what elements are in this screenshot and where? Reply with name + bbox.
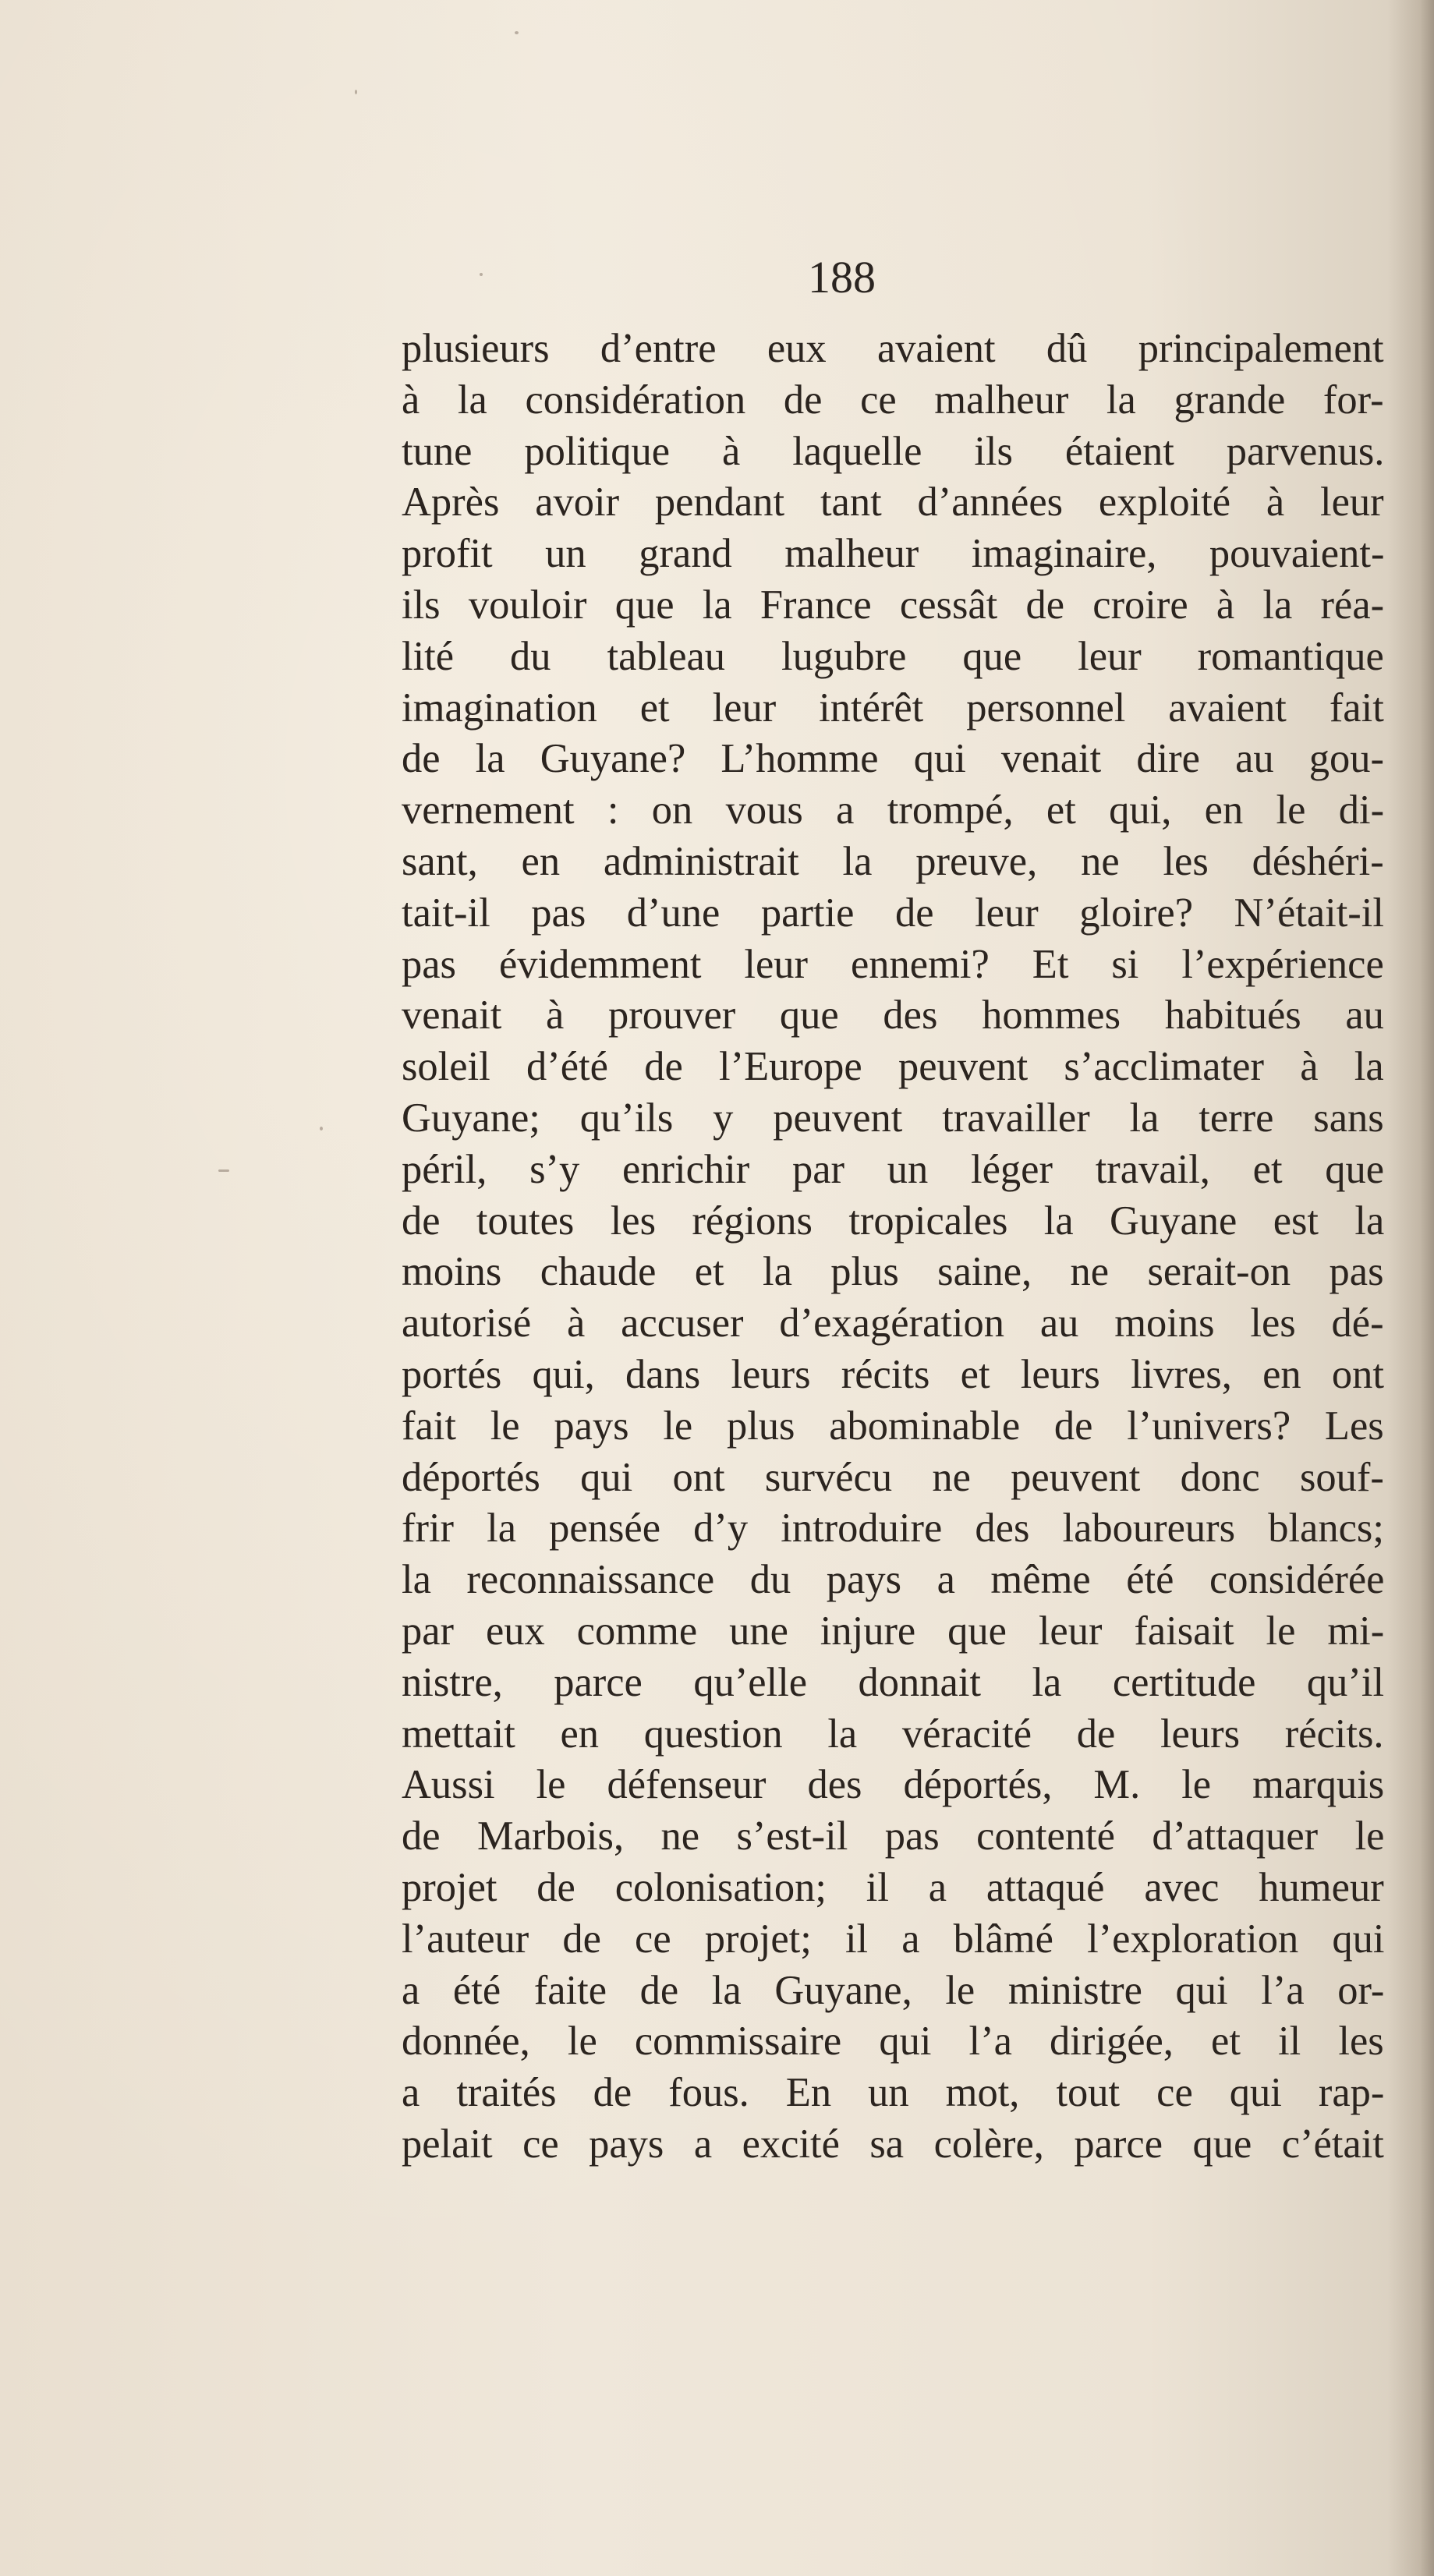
page-edge-shadow	[1387, 0, 1434, 2576]
page-number: 188	[808, 252, 876, 303]
paper-speck	[355, 90, 357, 94]
text-line: déportés qui ont survécu ne peuvent donc souf-	[402, 1454, 1384, 1500]
text-line: par eux comme une injure que leur faisait le mi-	[402, 1608, 1385, 1654]
text-line: soleil d’été de l’Europe peuvent s’acclimater à la	[402, 1044, 1384, 1090]
text-line: portés qui, dans leurs récits et leurs livres, en ont	[402, 1351, 1384, 1397]
text-line: de Marbois, ne s’est-il pas contenté d’attaquer le	[402, 1813, 1385, 1859]
text-line: à la considération de ce malheur la grande for-	[402, 377, 1384, 423]
text-line: moins chaude et la plus saine, ne serait-on pas	[402, 1249, 1384, 1295]
text-line: lité du tableau lugubre que leur romantique	[402, 633, 1384, 679]
text-line: de toutes les régions tropicales la Guyane est la	[402, 1198, 1385, 1244]
text-line: tune politique à laquelle ils étaient parvenus.	[402, 428, 1385, 474]
text-line: a été faite de la Guyane, le ministre qui l’a or-	[402, 1967, 1385, 2013]
text-line: frir la pensée d’y introduire des laboureurs blancs;	[402, 1506, 1384, 1552]
paper-speck	[515, 31, 519, 34]
body-text	[402, 324, 1384, 2171]
text-line: Guyane; qu’ils y peuvent travailler la terre sans	[402, 1095, 1384, 1141]
text-line: mettait en question la véracité de leurs récits.	[402, 1711, 1384, 1757]
text-line: imagination et leur intérêt personnel avaient fait	[402, 685, 1384, 731]
text-line: autorisé à accuser d’exagération au moins les dé-	[402, 1300, 1384, 1346]
text-line: Aussi le défenseur des déportés, M. le marquis	[402, 1762, 1385, 1808]
text-line: l’auteur de ce projet; il a blâmé l’exploration qui	[402, 1916, 1385, 1962]
paper-speck	[320, 1127, 323, 1131]
text-line: péril, s’y enrichir par un léger travail, et que	[402, 1146, 1385, 1192]
text-line: nistre, parce qu’elle donnait la certitude qu’il	[402, 1659, 1385, 1705]
text-line: de la Guyane? L’homme qui venait dire au gou-	[402, 736, 1384, 782]
text-line: tait-il pas d’une partie de leur gloire? N’était-il	[402, 890, 1384, 936]
text-line: venait à prouver que des hommes habitués au	[402, 993, 1384, 1039]
text-line: a traités de fous. En un mot, tout ce qui rap-	[402, 2070, 1385, 2116]
text-line: la reconnaissance du pays a même été considérée	[402, 1557, 1385, 1603]
text-line: donnée, le commissaire qui l’a dirigée, et il les	[402, 2019, 1384, 2065]
text-line: Après avoir pendant tant d’années exploité à leur	[402, 479, 1384, 525]
text-line: sant, en administrait la preuve, ne les déshéri-	[402, 838, 1384, 884]
text-line: plusieurs d’entre eux avaient dû principalement	[402, 326, 1384, 371]
text-line: fait le pays le plus abominable de l’univers? Les	[402, 1403, 1384, 1449]
text-line: ils vouloir que la France cessât de croire à la réa-	[402, 582, 1385, 628]
text-line: pas évidemment leur ennemi? Et si l’expérience	[402, 941, 1384, 987]
text-line: profit un grand malheur imaginaire, pouvaient-	[402, 531, 1385, 577]
text-line: projet de colonisation; il a attaqué avec humeur	[402, 1864, 1384, 1910]
text-line: pelait ce pays a excité sa colère, parce que c’était	[402, 2121, 1384, 2167]
text-line: vernement : on vous a trompé, et qui, en le di-	[402, 787, 1385, 833]
paper-speck	[218, 1169, 229, 1172]
